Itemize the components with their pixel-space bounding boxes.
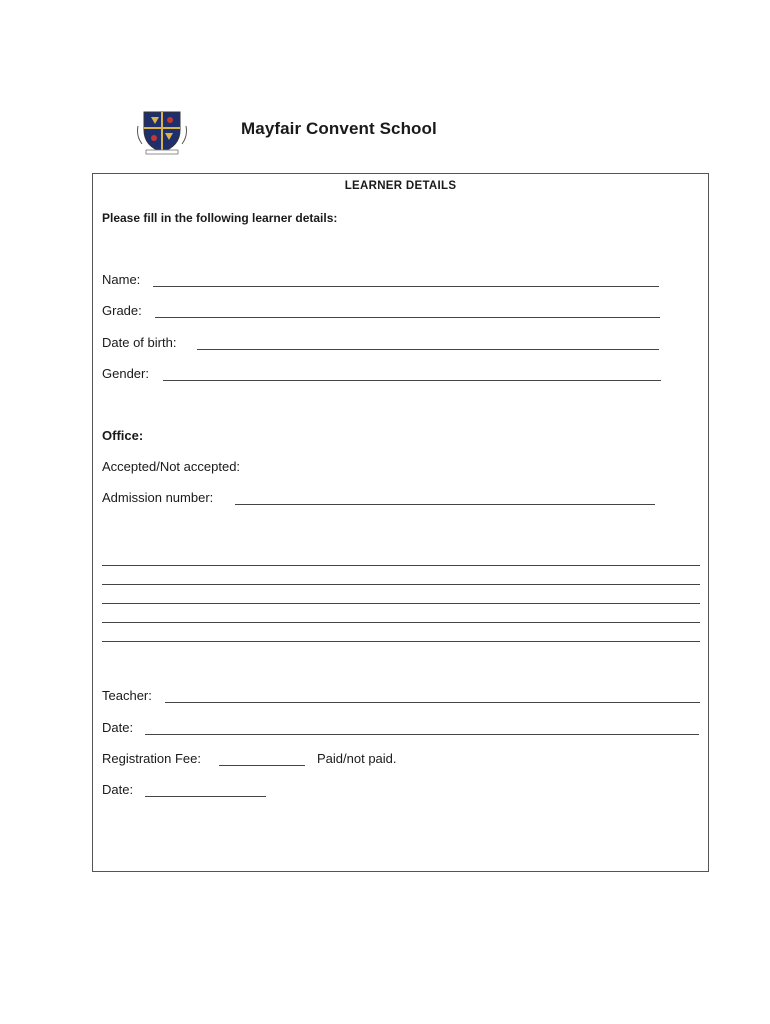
- grade-label: Grade:: [102, 303, 142, 318]
- school-name: Mayfair Convent School: [241, 119, 437, 138]
- form-title: LEARNER DETAILS: [344, 180, 457, 192]
- registration-fee-field[interactable]: [219, 765, 305, 766]
- note-line[interactable]: [102, 584, 700, 585]
- note-line[interactable]: [102, 641, 700, 642]
- name-label: Name:: [102, 272, 141, 287]
- date-field[interactable]: [145, 734, 699, 735]
- grade-field[interactable]: [155, 317, 660, 318]
- note-line[interactable]: [102, 622, 700, 623]
- gender-label: Gender:: [102, 366, 149, 381]
- teacher-field[interactable]: [165, 702, 700, 703]
- learner-details-form: [92, 173, 709, 872]
- note-line[interactable]: [102, 603, 700, 604]
- office-heading: Office:: [102, 428, 144, 443]
- admission-number-field[interactable]: [235, 504, 655, 505]
- date-field-2[interactable]: [145, 796, 266, 797]
- name-field[interactable]: [153, 286, 659, 287]
- paid-status-label: Paid/not paid.: [317, 751, 397, 766]
- school-crest-icon: [136, 108, 188, 156]
- teacher-label: Teacher:: [102, 688, 152, 703]
- dob-field[interactable]: [197, 349, 659, 350]
- form-instruction: Please fill in the following learner details:: [102, 211, 338, 225]
- dob-label: Date of birth:: [102, 335, 177, 350]
- date-label-2: Date:: [102, 782, 134, 797]
- date-label: Date:: [102, 720, 134, 735]
- registration-fee-label: Registration Fee:: [102, 751, 201, 766]
- note-line[interactable]: [102, 565, 700, 566]
- accepted-label: Accepted/Not accepted:: [102, 459, 241, 474]
- admission-number-label: Admission number:: [102, 490, 214, 505]
- page-header: [0, 0, 770, 170]
- gender-field[interactable]: [163, 380, 661, 381]
